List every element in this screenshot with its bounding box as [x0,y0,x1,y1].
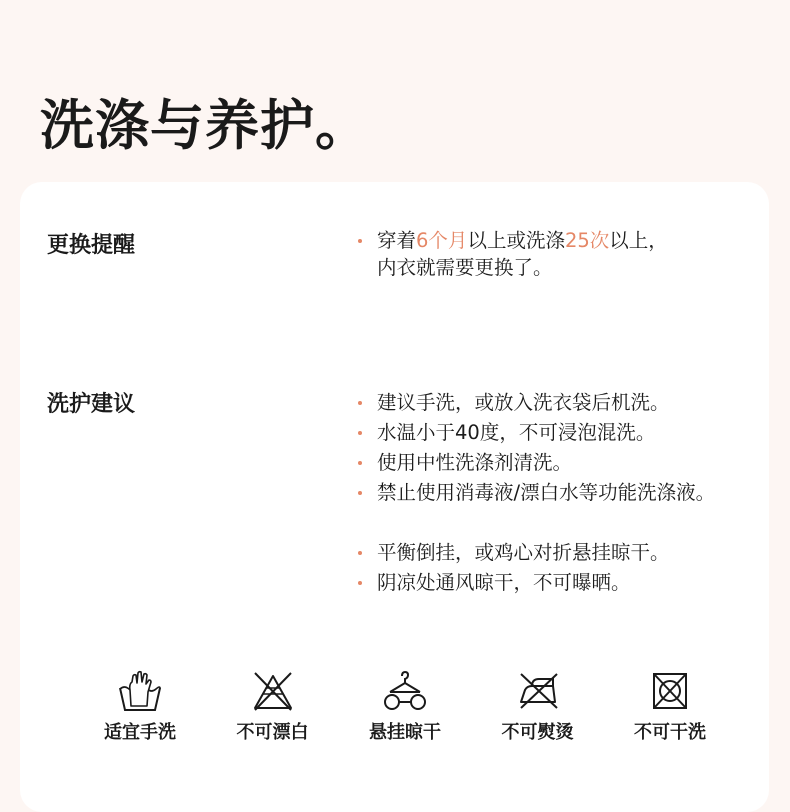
list-item: 使用中性洗涤剂清洗。 [358,448,715,478]
list-item-continuation: 内衣就需要更换了。 [377,256,553,279]
page-title: 洗涤与养护。 [40,94,370,157]
care-symbol-no-iron [488,670,588,744]
care-symbol-label: 不可熨烫 [501,722,574,743]
list-item: 禁止使用消毒液/漂白水等功能洗涤液。 [358,478,715,508]
highlight-washes: 25次 [564,229,610,252]
replace-reminder-list [358,226,668,280]
list-item: 水温小于40度，不可浸泡混洗。 [358,418,715,448]
highlight-months: 6个月 [416,229,468,252]
care-symbol-label: 不可漂白 [236,722,309,743]
care-advice-list [358,388,715,598]
no-dry-clean-icon [647,670,693,712]
care-symbol-label: 不可干洗 [634,722,706,743]
list-spacer [358,508,715,538]
list-item: 阴凉处通风晾干，不可曝晒。 [358,568,715,598]
hang-dry-icon [382,670,428,712]
care-symbol-no-bleach [223,670,323,744]
care-symbols-row [90,670,720,744]
replace-reminder-label: 更换提醒 [47,233,136,258]
care-symbol-hang-dry [355,670,455,744]
no-bleach-icon [250,670,296,712]
hand-wash-icon [117,670,163,712]
list-item: 平衡倒挂，或鸡心对折悬挂晾干。 [358,538,715,568]
care-advice-label: 洗护建议 [47,392,136,417]
care-symbol-label: 悬挂晾干 [369,722,441,743]
care-symbol-label: 适宜手洗 [104,722,176,743]
care-card [20,182,769,812]
list-item: 建议手洗，或放入洗衣袋后机洗。 [358,388,715,418]
no-iron-icon [515,670,561,712]
care-symbol-hand-wash [90,670,190,744]
list-item: 穿着6个月以上或洗涤25次以上， [358,226,668,256]
care-symbol-no-dry-clean [620,670,720,744]
